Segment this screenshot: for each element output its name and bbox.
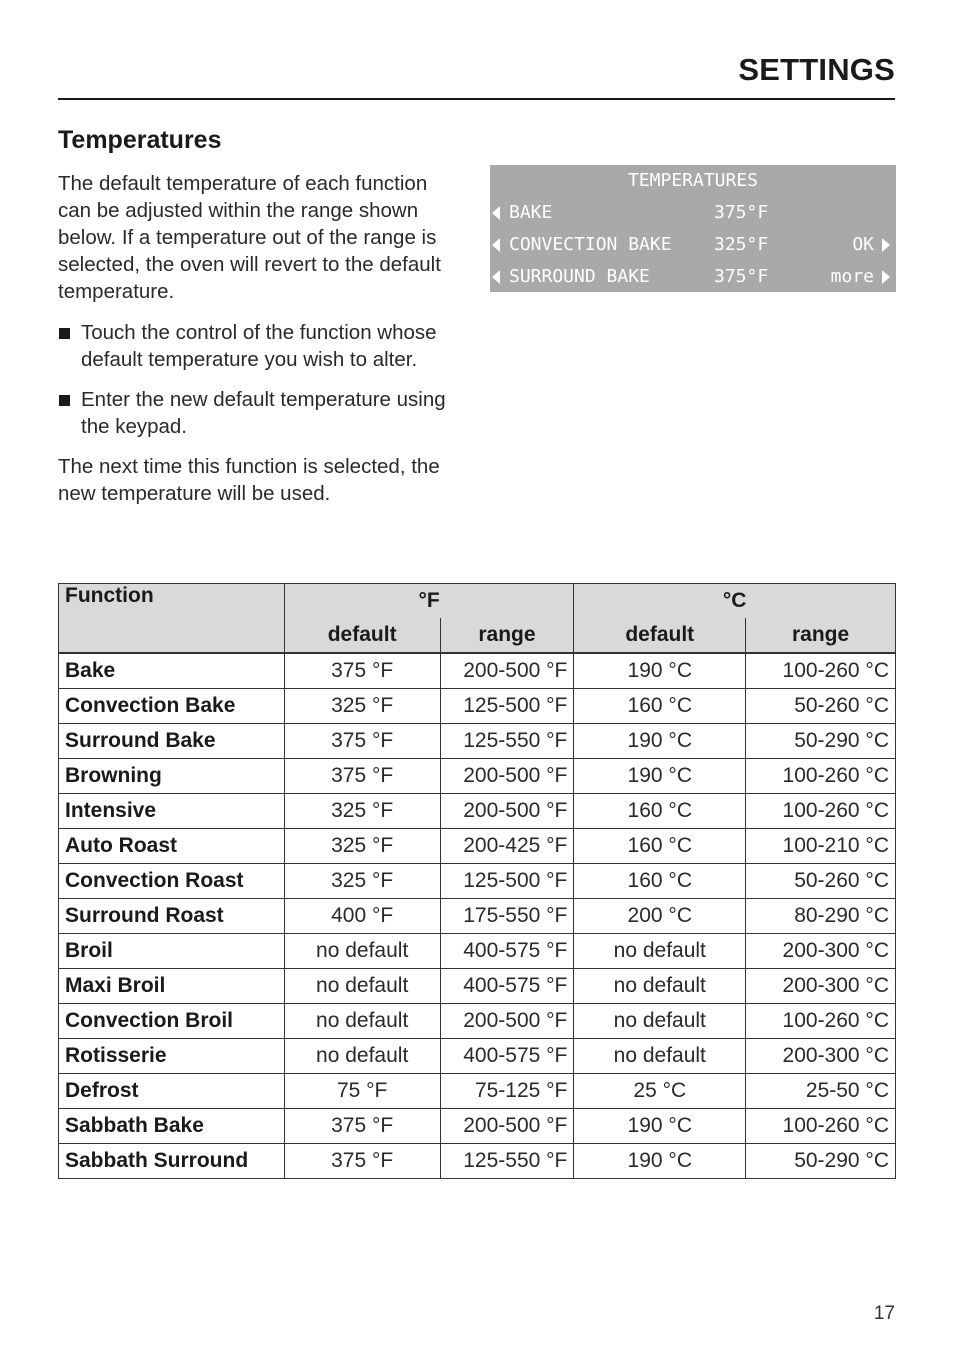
table-row: [59, 1074, 896, 1109]
cell-c-range: 100-260 °C: [746, 759, 896, 794]
table-row: [59, 1039, 896, 1074]
cell-c-range: 100-260 °C: [746, 1004, 896, 1039]
table-row: [59, 1109, 896, 1144]
display-row-surround-bake[interactable]: [490, 264, 896, 290]
cell-f-range: 200-500 °F: [440, 1004, 574, 1039]
cell-c-range: 200-300 °C: [746, 1039, 896, 1074]
header-fahrenheit: °F: [284, 584, 574, 619]
display-row-bake[interactable]: [490, 200, 896, 226]
cell-c-default: no default: [574, 1039, 746, 1074]
table-row: [59, 794, 896, 829]
left-arrow-icon: [492, 206, 500, 220]
display-function-name: SURROUND BAKE: [509, 266, 650, 287]
bullet-square-icon: [59, 328, 70, 339]
cell-c-range: 25-50 °C: [746, 1074, 896, 1109]
cell-f-default: no default: [284, 969, 440, 1004]
cell-c-default: 190 °C: [574, 1109, 746, 1144]
cell-function: Broil: [59, 934, 285, 969]
cell-f-default: 400 °F: [284, 899, 440, 934]
cell-c-default: no default: [574, 1004, 746, 1039]
display-function-name: CONVECTION BAKE: [509, 234, 672, 255]
cell-c-default: 160 °C: [574, 829, 746, 864]
cell-f-range: 125-500 °F: [440, 689, 574, 724]
cell-function: Convection Roast: [59, 864, 285, 899]
cell-function: Browning: [59, 759, 285, 794]
cell-f-range: 200-500 °F: [440, 1109, 574, 1144]
outro-paragraph: The next time this function is selected, the new temperature will be used.: [58, 455, 440, 505]
cell-f-range: 400-575 °F: [440, 1039, 574, 1074]
cell-f-default: no default: [284, 1039, 440, 1074]
cell-f-range: 200-500 °F: [440, 794, 574, 829]
cell-c-default: 25 °C: [574, 1074, 746, 1109]
cell-c-default: 200 °C: [574, 899, 746, 934]
cell-function: Sabbath Bake: [59, 1109, 285, 1144]
cell-f-default: no default: [284, 1004, 440, 1039]
cell-f-range: 125-550 °F: [440, 1144, 574, 1179]
table-row: [59, 899, 896, 934]
bullet-text: Touch the control of the function whose default temperature you wish to alter.: [81, 321, 437, 371]
cell-f-range: 400-575 °F: [440, 934, 574, 969]
table-row: [59, 829, 896, 864]
header-c-default: default: [574, 618, 746, 653]
cell-c-default: 190 °C: [574, 759, 746, 794]
cell-c-default: no default: [574, 969, 746, 1004]
cell-c-default: 160 °C: [574, 794, 746, 829]
cell-function: Convection Broil: [59, 1004, 285, 1039]
table-row: [59, 724, 896, 759]
cell-f-range: 125-500 °F: [440, 864, 574, 899]
cell-f-default: 375 °F: [284, 759, 440, 794]
cell-function: Surround Bake: [59, 724, 285, 759]
cell-c-default: 190 °C: [574, 724, 746, 759]
cell-c-range: 50-290 °C: [746, 1144, 896, 1179]
page-section-title: SETTINGS: [738, 52, 895, 87]
cell-f-default: 325 °F: [284, 829, 440, 864]
cell-c-range: 100-260 °C: [746, 653, 896, 689]
cell-f-range: 200-500 °F: [440, 759, 574, 794]
header-c-range: range: [746, 618, 896, 653]
table-row: [59, 653, 896, 689]
table-row: [59, 1144, 896, 1179]
cell-c-default: no default: [574, 934, 746, 969]
cell-f-default: 375 °F: [284, 1109, 440, 1144]
oven-display-screen: [490, 165, 896, 292]
display-function-temp: 325°F: [714, 234, 769, 255]
cell-f-range: 175-550 °F: [440, 899, 574, 934]
section-heading: Temperatures: [58, 126, 222, 154]
right-arrow-icon: [882, 270, 890, 284]
cell-f-range: 125-550 °F: [440, 724, 574, 759]
cell-c-range: 200-300 °C: [746, 969, 896, 1004]
display-row-convection-bake[interactable]: [490, 232, 896, 258]
page-number: 17: [873, 1303, 895, 1324]
bullet-square-icon: [59, 395, 70, 406]
cell-f-range: 200-500 °F: [440, 653, 574, 689]
table-row: [59, 969, 896, 1004]
table-body: [59, 653, 896, 1179]
cell-c-default: 160 °C: [574, 689, 746, 724]
temperature-table: [58, 583, 896, 1179]
bullet-text: Enter the new default temperature using the keypad.: [81, 388, 446, 438]
cell-f-default: 375 °F: [284, 724, 440, 759]
instruction-bullet: [58, 319, 458, 373]
cell-f-default: 325 °F: [284, 794, 440, 829]
table-row: [59, 689, 896, 724]
table-row: [59, 759, 896, 794]
cell-function: Maxi Broil: [59, 969, 285, 1004]
cell-c-range: 50-290 °C: [746, 724, 896, 759]
cell-f-default: 375 °F: [284, 1144, 440, 1179]
intro-paragraph: The default temperature of each function can be adjusted within the range shown below. If a temperature out of the range is selected, the oven will revert to the default temperature.: [58, 172, 441, 303]
instruction-bullet: [58, 386, 458, 440]
right-arrow-icon: [882, 238, 890, 252]
display-ok-option[interactable]: OK: [852, 234, 874, 255]
header-function: Function: [59, 584, 285, 654]
instructions-column: [58, 170, 458, 521]
left-arrow-icon: [492, 270, 500, 284]
cell-function: Auto Roast: [59, 829, 285, 864]
cell-f-default: 325 °F: [284, 689, 440, 724]
cell-c-range: 100-260 °C: [746, 1109, 896, 1144]
cell-c-range: 200-300 °C: [746, 934, 896, 969]
cell-f-range: 200-425 °F: [440, 829, 574, 864]
cell-function: Convection Bake: [59, 689, 285, 724]
display-function-name: BAKE: [509, 202, 553, 223]
cell-c-default: 160 °C: [574, 864, 746, 899]
cell-f-default: no default: [284, 934, 440, 969]
cell-function: Sabbath Surround: [59, 1144, 285, 1179]
cell-f-default: 75 °F: [284, 1074, 440, 1109]
cell-c-range: 80-290 °C: [746, 899, 896, 934]
cell-function: Bake: [59, 653, 285, 689]
table-row: [59, 1004, 896, 1039]
cell-function: Surround Roast: [59, 899, 285, 934]
header-f-range: range: [440, 618, 574, 653]
cell-f-default: 325 °F: [284, 864, 440, 899]
display-more-option[interactable]: more: [830, 266, 874, 287]
cell-function: Defrost: [59, 1074, 285, 1109]
cell-c-range: 50-260 °C: [746, 864, 896, 899]
header-f-default: default: [284, 618, 440, 653]
cell-function: Rotisserie: [59, 1039, 285, 1074]
display-function-temp: 375°F: [714, 266, 769, 287]
cell-c-default: 190 °C: [574, 1144, 746, 1179]
cell-f-range: 75-125 °F: [440, 1074, 574, 1109]
cell-c-range: 100-260 °C: [746, 794, 896, 829]
cell-function: Intensive: [59, 794, 285, 829]
left-arrow-icon: [492, 238, 500, 252]
cell-c-range: 100-210 °C: [746, 829, 896, 864]
table-row: [59, 864, 896, 899]
header-divider: [58, 98, 895, 100]
display-function-temp: 375°F: [714, 202, 769, 223]
header-celsius: °C: [574, 584, 896, 619]
table-row: [59, 934, 896, 969]
display-title: TEMPERATURES: [627, 170, 759, 191]
cell-c-default: 190 °C: [574, 653, 746, 689]
cell-f-range: 400-575 °F: [440, 969, 574, 1004]
cell-f-default: 375 °F: [284, 653, 440, 689]
cell-c-range: 50-260 °C: [746, 689, 896, 724]
